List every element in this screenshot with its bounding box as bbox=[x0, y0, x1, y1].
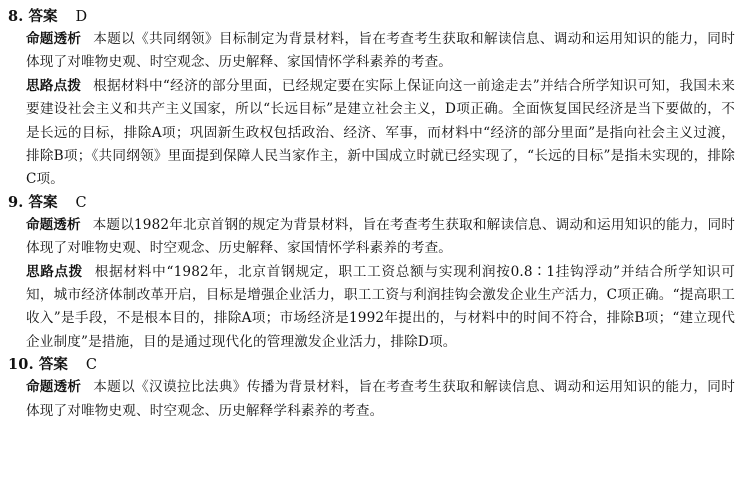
analysis-paragraph bbox=[8, 376, 735, 423]
answer-label: 答案 bbox=[28, 193, 58, 211]
answer-line bbox=[8, 192, 735, 214]
answer-choice: C bbox=[75, 194, 87, 211]
analysis-paragraph bbox=[8, 28, 735, 75]
answer-label: 答案 bbox=[28, 8, 58, 25]
question-9 bbox=[8, 192, 735, 354]
reasoning-text: 根据材料中“经济的部分里面，已经规定要在实际上保证向这一前途走去”并结合所学知识可知，我国未来要建设社会主义和共产主义国家，所以“长远目标”是建立社会主义，D项正确。全面恢复国民经济是当下要做的，不是长远的目标，排除A项；巩固新生政权包括政治、经济、军事，而材料中“经济的部分里面”是指向社会主义过渡，排除B项；《共同纲领》里面提到保障人民当家作主，新中国成立时就已经实现了，“长远的目标”是指未实现的，排除C项。 bbox=[26, 77, 735, 188]
answer-choice: C bbox=[85, 357, 97, 374]
question-8 bbox=[8, 6, 735, 192]
reasoning-label: 思路点拨 bbox=[26, 263, 83, 280]
reasoning-paragraph bbox=[8, 261, 735, 355]
answer-label: 答案 bbox=[38, 356, 68, 374]
analysis-text: 本题以《共同纲领》目标制定为背景材料，旨在考查考生获取和解读信息、调动和运用知识的能力，同时体现了对唯物史观、时空观念、历史解释、家国情怀学科素养的考查。 bbox=[26, 31, 735, 71]
reasoning-text: 根据材料中“1982年，北京首钢规定，职工工资总额与实现利润按0.8∶1挂钩浮动”并结合所学知识可知，城市经济体制改革开启，目标是增强企业活力，职工工资与利润挂钩会激发企业生产活力，C项正确。“提高职工收入”是手段，不是根本目的，排除A项；市场经济是1992年提出的，与材料中的时间不符合，排除B项；“建立现代企业制度”是措施，目的是通过现代化的管理激发企业活力，排除D项。 bbox=[26, 263, 736, 350]
answer-line bbox=[8, 354, 735, 376]
analysis-label: 命题透析 bbox=[26, 379, 82, 396]
answer-line bbox=[8, 6, 735, 28]
analysis-label: 命题透析 bbox=[26, 216, 81, 233]
question-10 bbox=[8, 354, 735, 423]
reasoning-paragraph bbox=[8, 75, 735, 192]
question-number: 9. bbox=[8, 193, 24, 211]
analysis-paragraph bbox=[8, 214, 735, 261]
analysis-text: 本题以《汉谟拉比法典》传播为背景材料，旨在考查考生获取和解读信息、调动和运用知识的能力，同时体现了对唯物史观、时空观念、历史解释学科素养的考查。 bbox=[26, 379, 735, 419]
analysis-text: 本题以1982年北京首钢的规定为背景材料，旨在考查考生获取和解读信息、调动和运用知识的能力，同时体现了对唯物史观、时空观念、历史解释、家国情怀学科素养的考查。 bbox=[26, 216, 736, 257]
question-number: 8. bbox=[8, 8, 24, 25]
reasoning-label: 思路点拨 bbox=[26, 77, 82, 94]
answer-choice: D bbox=[75, 9, 88, 25]
analysis-label: 命题透析 bbox=[26, 31, 82, 47]
question-number: 10. bbox=[8, 356, 34, 374]
